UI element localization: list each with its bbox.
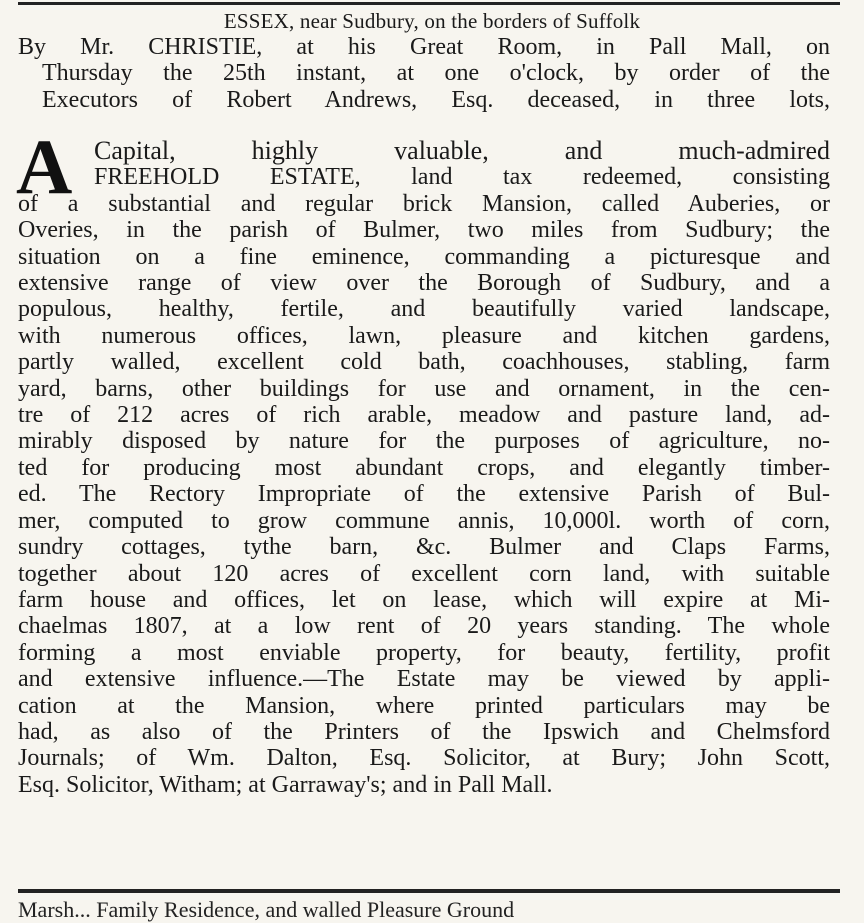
body-line: populous, healthy, fertile, and beautifully varied landscape,: [18, 296, 830, 323]
body-line: ed. The Rectory Impropriate of the extensive Parish of Bul-: [18, 481, 830, 508]
advert-body: [18, 138, 830, 798]
body-line: Capital, highly valuable, and much-admired: [94, 136, 830, 165]
advert-heading: ESSEX, near Sudbury, on the borders of Suffolk: [223, 9, 641, 33]
body-line: chaelmas 1807, at a low rent of 20 years standing. The whole: [18, 613, 830, 640]
intro-line: Executors of Robert Andrews, Esq. deceased, in three lots,: [42, 86, 830, 113]
body-line: cation at the Mansion, where printed particulars may be: [18, 692, 830, 719]
intro-line: Thursday the 25th instant, at one o'clock, by order of the: [42, 60, 830, 87]
intro-line: By Mr. CHRISTIE, at his Great Room, in Pall Mall, on: [18, 34, 830, 60]
body-line: had, as also of the Printers of the Ipswich and Chelmsford: [18, 718, 830, 745]
advert-intro: [18, 34, 830, 113]
body-line: of a substantial and regular brick Mansion, called Auberies, or: [18, 190, 830, 217]
body-line: Esq. Solicitor, Witham; at Garraway's; and in Pall Mall.: [18, 771, 553, 798]
body-line: yard, barns, other buildings for use and ornament, in the cen-: [18, 375, 830, 402]
body-line: farm house and offices, let on lease, which will expire at Mi-: [18, 586, 830, 613]
body-line: situation on a fine eminence, commanding a picturesque and: [18, 243, 830, 270]
body-line: ted for producing most abundant crops, and elegantly timber-: [18, 454, 830, 481]
body-line: mer, computed to grow commune annis, 10,000l. worth of corn,: [18, 507, 830, 534]
top-column-rule: [18, 2, 840, 5]
body-line: sundry cottages, tythe barn, &c. Bulmer and Claps Farms,: [18, 534, 830, 561]
body-line: together about 120 acres of excellent corn land, with suitable: [18, 560, 830, 587]
body-line: Journals; of Wm. Dalton, Esq. Solicitor, at Bury; John Scott,: [18, 745, 830, 772]
body-line: tre of 212 acres of rich arable, meadow and pasture land, ad-: [18, 402, 830, 429]
next-advert-heading-partial: Marsh... Family Residence, and walled Pleasure Ground: [18, 897, 515, 922]
body-line: with numerous offices, lawn, pleasure and kitchen gardens,: [18, 322, 830, 349]
body-line: forming a most enviable property, for beauty, fertility, profit: [18, 639, 830, 666]
drop-cap-letter: A: [16, 123, 73, 210]
body-line: extensive range of view over the Borough of Sudbury, and a: [18, 270, 830, 297]
body-line: mirably disposed by nature for the purposes of agriculture, no-: [18, 428, 830, 455]
bottom-column-rule: [18, 889, 840, 893]
body-line: Overies, in the parish of Bulmer, two miles from Sudbury; the: [18, 217, 830, 244]
body-line: FREEHOLD ESTATE, land tax redeemed, consisting: [94, 164, 830, 191]
body-line: and extensive influence.—The Estate may be viewed by appli-: [18, 666, 830, 693]
body-line: partly walled, excellent cold bath, coachhouses, stabling, farm: [18, 349, 830, 376]
